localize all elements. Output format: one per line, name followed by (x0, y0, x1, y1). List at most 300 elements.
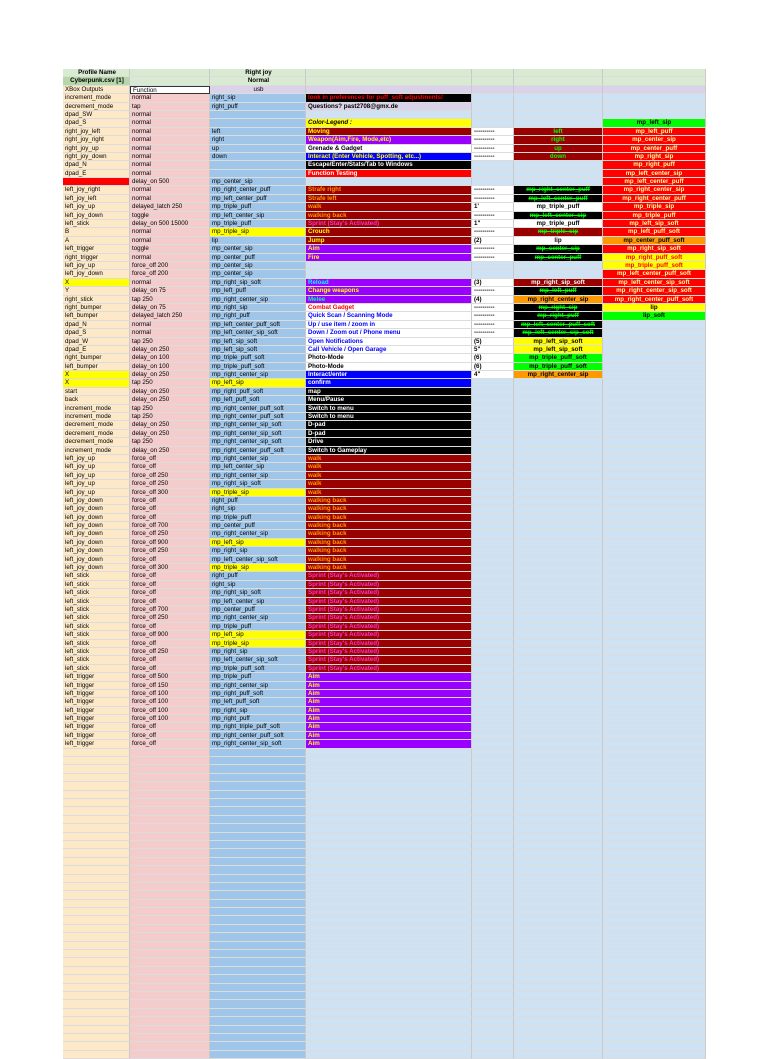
table-cell: toggle (130, 212, 210, 220)
table-cell (472, 589, 514, 597)
table-cell (603, 354, 706, 362)
table-cell (210, 841, 306, 849)
table-cell (130, 849, 210, 857)
table-cell: mp_right_sip (210, 547, 306, 555)
table-cell: Sprint (Stay's Activated) (306, 581, 472, 589)
table-cell (514, 942, 603, 950)
table-cell (514, 463, 603, 471)
table-row (63, 816, 706, 824)
table-cell (472, 707, 514, 715)
table-row (63, 321, 706, 329)
table-cell (514, 262, 603, 270)
table-cell: mp_right_puff (210, 312, 306, 320)
table-cell: Aim (306, 673, 472, 681)
table-cell: mp_left_center_puff_soft (603, 270, 706, 278)
table-cell (472, 690, 514, 698)
table-cell: force_off 200 (130, 270, 210, 278)
table-cell: mp_triple_sip (210, 489, 306, 497)
table-cell (472, 111, 514, 119)
header-row-3 (63, 86, 706, 94)
table-cell: mp_center_puff (210, 522, 306, 530)
table-cell: mp_right_center_sip_soft (210, 421, 306, 429)
table-cell (514, 640, 603, 648)
mapping-rows (63, 94, 706, 1059)
table-cell: mp_triple_puff (210, 203, 306, 211)
table-cell: left_trigger (63, 673, 130, 681)
table-cell: normal (130, 119, 210, 127)
table-cell (603, 740, 706, 748)
table-cell: Menu/Pause (306, 396, 472, 404)
table-cell (603, 875, 706, 883)
table-cell (472, 405, 514, 413)
table-row (63, 136, 706, 144)
table-cell: force_off (130, 556, 210, 564)
table-cell: mp_right_center_sip (210, 296, 306, 304)
table-cell: walking back (306, 497, 472, 505)
table-cell (603, 648, 706, 656)
table-cell (63, 1051, 130, 1059)
table-cell (210, 925, 306, 933)
table-cell (514, 740, 603, 748)
table-cell (603, 925, 706, 933)
table-cell (472, 807, 514, 815)
table-row (63, 128, 706, 136)
table-cell: mp_left_sip_soft (514, 346, 603, 354)
table-cell (514, 413, 603, 421)
table-cell (514, 556, 603, 564)
table-cell: mp_left_center_sip_soft (514, 329, 603, 337)
table-cell: B (63, 228, 130, 236)
table-cell (514, 715, 603, 723)
table-cell (472, 447, 514, 455)
table-cell (472, 715, 514, 723)
table-cell (514, 119, 603, 127)
table-cell: mp_right_center_sip_soft (210, 430, 306, 438)
table-cell: Jump (306, 237, 472, 245)
table-cell: mp_center_sip (514, 245, 603, 253)
table-cell: Aim (306, 715, 472, 723)
table-cell (210, 161, 306, 169)
table-row (63, 413, 706, 421)
table-cell (472, 631, 514, 639)
table-row (63, 723, 706, 731)
table-cell (603, 329, 706, 337)
table-cell: Grenade & Gadget (306, 145, 472, 153)
table-cell: normal (130, 228, 210, 236)
table-cell (210, 1034, 306, 1042)
table-cell (472, 1017, 514, 1025)
table-cell: up (514, 145, 603, 153)
table-cell: normal (130, 94, 210, 102)
table-row (63, 833, 706, 841)
table-cell (603, 463, 706, 471)
table-row (63, 749, 706, 757)
table-cell (514, 438, 603, 446)
table-cell: mp_triple_puff (210, 220, 306, 228)
table-cell (63, 933, 130, 941)
table-cell (130, 1034, 210, 1042)
table-cell (514, 430, 603, 438)
table-cell: left_joy_up (63, 463, 130, 471)
table-cell: Escape/Enter/Stats/Tab to Windows (306, 161, 472, 169)
table-cell (514, 396, 603, 404)
table-cell: mp_triple_sip (603, 203, 706, 211)
table-cell (306, 1000, 472, 1008)
table-cell: force_off 250 (130, 614, 210, 622)
table-cell (514, 581, 603, 589)
table-row (63, 891, 706, 899)
table-cell: left_stick (63, 606, 130, 614)
table-cell: force_off (130, 589, 210, 597)
table-cell: increment_mode (63, 413, 130, 421)
table-row (63, 824, 706, 832)
table-cell (514, 564, 603, 572)
table-row (63, 875, 706, 883)
table-cell (472, 740, 514, 748)
table-cell (603, 447, 706, 455)
table-cell (472, 824, 514, 832)
table-cell (514, 824, 603, 832)
table-cell (514, 665, 603, 673)
table-cell (603, 942, 706, 950)
table-cell (472, 866, 514, 874)
table-cell: walking back (306, 530, 472, 538)
table-row (63, 421, 706, 429)
table-cell (514, 598, 603, 606)
table-cell (210, 807, 306, 815)
table-cell: force_off 200 (130, 262, 210, 270)
table-cell (603, 1017, 706, 1025)
table-cell: force_off 250 (130, 648, 210, 656)
table-cell (603, 321, 706, 329)
table-cell: Drive (306, 438, 472, 446)
table-row (63, 740, 706, 748)
table-cell (514, 1034, 603, 1042)
table-cell (472, 900, 514, 908)
table-cell: force_off 700 (130, 606, 210, 614)
table-cell: left_joy_left (63, 195, 130, 203)
table-cell: increment_mode (63, 94, 130, 102)
table-cell (306, 933, 472, 941)
table-cell: ---------- (472, 153, 514, 161)
table-cell (514, 539, 603, 547)
header-row-2 (63, 77, 706, 85)
table-row (63, 581, 706, 589)
table-cell: mp_right_sip (603, 153, 706, 161)
table-cell (603, 849, 706, 857)
table-cell: mp_center_sip (210, 262, 306, 270)
table-cell: ---------- (472, 329, 514, 337)
table-cell (472, 413, 514, 421)
table-cell (63, 841, 130, 849)
table-cell (63, 774, 130, 782)
table-cell: Sprint (Stay's Activated) (306, 623, 472, 631)
table-cell (603, 430, 706, 438)
table-cell (130, 908, 210, 916)
table-cell (306, 975, 472, 983)
table-cell (603, 514, 706, 522)
table-cell: mp_left_sip_soft (210, 346, 306, 354)
table-cell (514, 656, 603, 664)
table-cell: delay_on 75 (130, 287, 210, 295)
table-cell (472, 178, 514, 186)
table-cell (603, 631, 706, 639)
table-cell (603, 958, 706, 966)
table-cell (603, 690, 706, 698)
table-cell: delay_on 100 (130, 363, 210, 371)
table-cell (63, 824, 130, 832)
table-cell: mp_center_puff_soft (603, 237, 706, 245)
table-cell: mp_center_sip (210, 270, 306, 278)
table-cell (306, 1017, 472, 1025)
table-cell (472, 875, 514, 883)
table-cell: mp_triple_sip (210, 640, 306, 648)
table-cell (472, 942, 514, 950)
table-cell: right_joy_up (63, 145, 130, 153)
table-cell (130, 967, 210, 975)
table-row (63, 916, 706, 924)
table-cell (63, 866, 130, 874)
table-cell: Open Notifications (306, 338, 472, 346)
table-cell: delay_on 250 (130, 396, 210, 404)
table-cell: mp_left_center_sip (603, 170, 706, 178)
table-cell: left_trigger (63, 715, 130, 723)
table-cell (210, 984, 306, 992)
table-cell (603, 581, 706, 589)
table-cell (472, 497, 514, 505)
table-cell: right_sip (210, 94, 306, 102)
table-cell (472, 1000, 514, 1008)
table-cell: mp_triple_puff (603, 212, 706, 220)
table-cell (63, 916, 130, 924)
table-cell (514, 933, 603, 941)
table-cell: delay_on 250 (130, 430, 210, 438)
table-cell (130, 749, 210, 757)
table-cell: D-pad (306, 430, 472, 438)
table-cell: force_off (130, 455, 210, 463)
table-cell: mp_right_center_puff (603, 195, 706, 203)
table-cell (603, 1026, 706, 1034)
table-cell: normal (130, 136, 210, 144)
table-cell: walking back (306, 522, 472, 530)
function-label: Function (130, 86, 210, 94)
table-cell (472, 665, 514, 673)
table-cell: left_trigger (63, 690, 130, 698)
table-cell: mp_right_center_puff_soft (603, 296, 706, 304)
table-cell: normal (130, 254, 210, 262)
table-cell (603, 547, 706, 555)
table-cell: dpad_S (63, 119, 130, 127)
table-cell (472, 799, 514, 807)
table-cell (130, 984, 210, 992)
table-cell: walk (306, 472, 472, 480)
table-cell (210, 782, 306, 790)
table-cell: mp_left_center_puff_soft (210, 321, 306, 329)
table-cell (472, 623, 514, 631)
table-row (63, 866, 706, 874)
table-cell (130, 891, 210, 899)
table-row (63, 379, 706, 387)
table-cell (130, 757, 210, 765)
table-cell (514, 472, 603, 480)
table-cell: (3) (472, 279, 514, 287)
table-cell: left_trigger (63, 707, 130, 715)
table-cell: right_puff (210, 497, 306, 505)
table-cell: Sprint (Stay's Activated) (306, 589, 472, 597)
table-row (63, 564, 706, 572)
table-cell (603, 1034, 706, 1042)
table-cell: mp_right_puff_soft (603, 254, 706, 262)
table-row (63, 186, 706, 194)
table-cell (306, 807, 472, 815)
table-row (63, 614, 706, 622)
table-cell: decrement_mode (63, 421, 130, 429)
table-cell: walk (306, 480, 472, 488)
table-cell: Questions? past2708@gmx.de (306, 103, 472, 111)
table-cell: Strafe right (306, 186, 472, 194)
table-row (63, 598, 706, 606)
table-row (63, 237, 706, 245)
table-cell (210, 749, 306, 757)
table-cell: Aim (306, 698, 472, 706)
table-cell (210, 958, 306, 966)
table-cell (306, 858, 472, 866)
table-cell (63, 900, 130, 908)
table-cell: Melee (306, 296, 472, 304)
table-cell: Down / Zoom out / Phone menu (306, 329, 472, 337)
table-row (63, 371, 706, 379)
table-cell (514, 875, 603, 883)
table-cell (514, 614, 603, 622)
table-cell (603, 379, 706, 387)
table-cell: lip (514, 237, 603, 245)
table-row (63, 254, 706, 262)
table-cell (514, 749, 603, 757)
table-cell (63, 925, 130, 933)
table-cell (306, 950, 472, 958)
table-cell: force_off 100 (130, 715, 210, 723)
table-cell: 1" (472, 220, 514, 228)
table-cell: Aim (306, 732, 472, 740)
table-cell: delay_on 250 (130, 421, 210, 429)
table-cell (210, 799, 306, 807)
table-row (63, 967, 706, 975)
table-cell: mp_left_center_sip_soft (603, 279, 706, 287)
table-cell: left_joy_down (63, 505, 130, 513)
table-cell: mp_triple_puff_soft (210, 665, 306, 673)
table-cell: normal (130, 195, 210, 203)
table-cell: decrement_mode (63, 103, 130, 111)
table-cell (514, 841, 603, 849)
table-cell (306, 841, 472, 849)
table-row (63, 765, 706, 773)
table-cell (210, 883, 306, 891)
table-cell (472, 682, 514, 690)
table-cell (130, 833, 210, 841)
table-row (63, 942, 706, 950)
table-cell (210, 849, 306, 857)
table-cell (210, 765, 306, 773)
table-cell: normal (130, 170, 210, 178)
table-cell (63, 958, 130, 966)
table-cell: mp_left_puff_soft (210, 698, 306, 706)
table-cell: mp_right_center_sip_soft (603, 287, 706, 295)
table-cell (306, 1051, 472, 1059)
table-cell (472, 975, 514, 983)
table-cell: Sprint (Stay's Activated) (306, 614, 472, 622)
table-cell (306, 824, 472, 832)
table-cell (472, 841, 514, 849)
table-cell: ---------- (472, 287, 514, 295)
table-cell (306, 833, 472, 841)
table-cell: walk (306, 455, 472, 463)
table-row (63, 841, 706, 849)
table-cell (306, 916, 472, 924)
table-cell (603, 933, 706, 941)
table-cell (603, 606, 706, 614)
table-cell: mp_left_center_sip (210, 212, 306, 220)
table-row (63, 539, 706, 547)
table-cell (514, 631, 603, 639)
table-row (63, 883, 706, 891)
table-cell (514, 690, 603, 698)
table-cell: Crouch (306, 228, 472, 236)
table-cell: mp_triple_puff_soft (603, 262, 706, 270)
table-cell (514, 883, 603, 891)
table-cell (603, 765, 706, 773)
table-cell: mp_center_sip (210, 245, 306, 253)
table-cell (210, 967, 306, 975)
table-row (63, 606, 706, 614)
table-cell (472, 489, 514, 497)
table-cell (514, 530, 603, 538)
table-cell: walking back (306, 564, 472, 572)
table-cell (472, 598, 514, 606)
table-row (63, 480, 706, 488)
table-cell (472, 539, 514, 547)
table-cell (514, 900, 603, 908)
table-cell: right_sip (210, 581, 306, 589)
table-row (63, 807, 706, 815)
table-cell (306, 774, 472, 782)
table-cell: left_stick (63, 640, 130, 648)
table-cell (63, 1034, 130, 1042)
table-cell: Photo-Mode (306, 354, 472, 362)
table-cell (130, 883, 210, 891)
table-cell (514, 161, 603, 169)
table-cell (130, 1042, 210, 1050)
table-cell: left_joy_down (63, 564, 130, 572)
table-cell: mp_left_puff (514, 287, 603, 295)
table-cell: force_off 100 (130, 698, 210, 706)
table-cell (514, 94, 603, 102)
table-cell: mp_left_center_sip (210, 598, 306, 606)
table-cell (603, 421, 706, 429)
table-cell: 1' (472, 203, 514, 211)
table-cell (603, 984, 706, 992)
table-cell: left_stick (63, 598, 130, 606)
table-row (63, 984, 706, 992)
table-cell (472, 992, 514, 1000)
table-cell: normal (130, 321, 210, 329)
table-cell (130, 824, 210, 832)
table-cell: mp_right_puff_soft (210, 690, 306, 698)
table-cell: ---------- (472, 145, 514, 153)
table-cell (514, 1051, 603, 1059)
table-row (63, 304, 706, 312)
table-cell (472, 1026, 514, 1034)
table-cell (306, 262, 472, 270)
